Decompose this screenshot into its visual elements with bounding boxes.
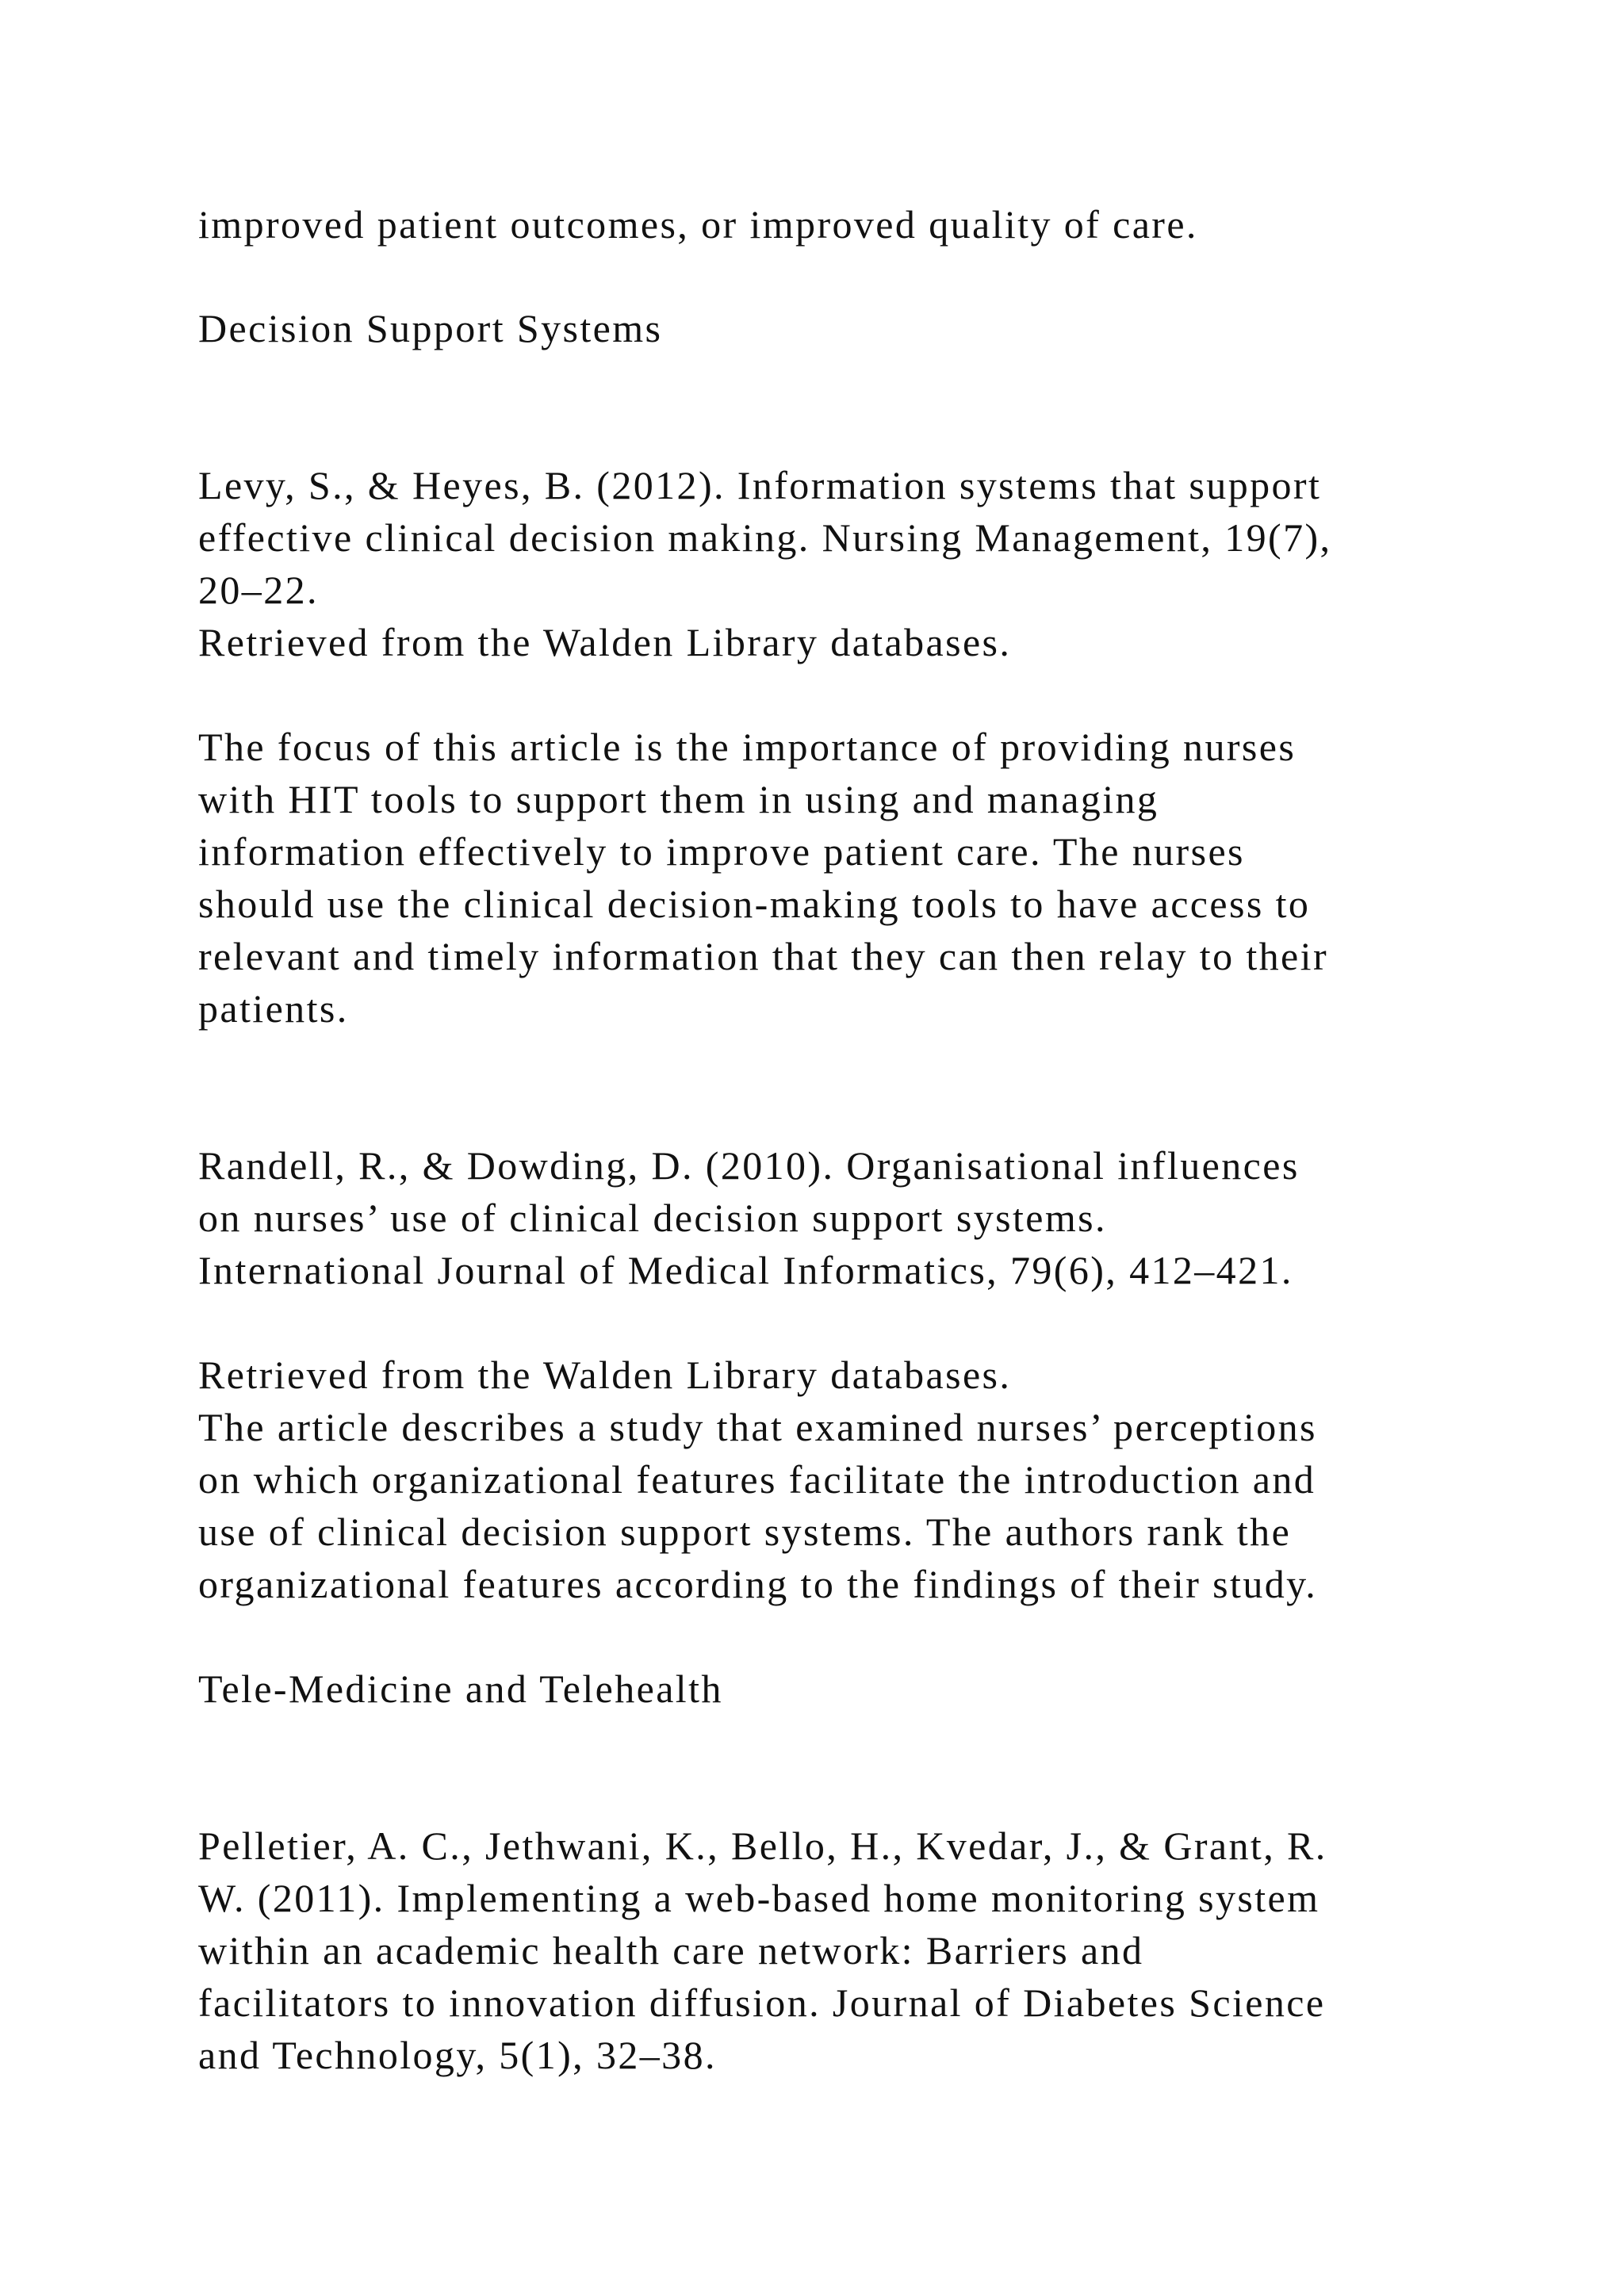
- annotation-levy-line-6: patients.: [198, 986, 349, 1031]
- reference-levy-line-2: effective clinical decision making. Nursing Management, 19(7),: [198, 515, 1332, 560]
- annotation-randell-line-4: organizational features according to the findings of their study.: [198, 1562, 1318, 1606]
- section-heading-decision-support: Decision Support Systems: [198, 306, 663, 350]
- annotation-randell-line-2: on which organizational features facilitate the introduction and: [198, 1457, 1316, 1502]
- reference-levy-line-3: 20–22.: [198, 568, 319, 612]
- annotation-levy-line-3: information effectively to improve patient care. The nurses: [198, 829, 1245, 874]
- text-line-continuation: improved patient outcomes, or improved quality of care.: [198, 202, 1198, 247]
- retrieved-note-1: Retrieved from the Walden Library databases.: [198, 620, 1012, 664]
- reference-pelletier-line-1: Pelletier, A. C., Jethwani, K., Bello, H., Kvedar, J., & Grant, R.: [198, 1823, 1327, 1868]
- reference-pelletier-line-5: and Technology, 5(1), 32–38.: [198, 2033, 717, 2077]
- reference-randell-line-3: International Journal of Medical Informatics, 79(6), 412–421.: [198, 1248, 1293, 1292]
- reference-randell-line-2: on nurses’ use of clinical decision support systems.: [198, 1196, 1107, 1240]
- annotation-levy-line-5: relevant and timely information that they can then relay to their: [198, 934, 1328, 978]
- reference-levy-line-1: Levy, S., & Heyes, B. (2012). Information systems that support: [198, 463, 1322, 507]
- section-heading-telemedicine: Tele-Medicine and Telehealth: [198, 1667, 723, 1711]
- reference-pelletier-line-3: within an academic health care network: Barriers and: [198, 1928, 1144, 1973]
- reference-pelletier-line-2: W. (2011). Implementing a web-based home monitoring system: [198, 1876, 1320, 1920]
- reference-randell-line-1: Randell, R., & Dowding, D. (2010). Organisational influences: [198, 1143, 1300, 1188]
- annotation-levy-line-1: The focus of this article is the importance of providing nurses: [198, 725, 1297, 769]
- retrieved-note-2: Retrieved from the Walden Library databases.: [198, 1353, 1012, 1397]
- annotation-randell-line-3: use of clinical decision support systems. The authors rank the: [198, 1510, 1292, 1554]
- annotation-randell-line-1: The article describes a study that examined nurses’ perceptions: [198, 1405, 1317, 1449]
- annotation-levy-line-4: should use the clinical decision-making tools to have access to: [198, 882, 1311, 926]
- reference-pelletier-line-4: facilitators to innovation diffusion. Journal of Diabetes Science: [198, 1980, 1326, 2025]
- annotation-levy-line-2: with HIT tools to support them in using and managing: [198, 777, 1159, 821]
